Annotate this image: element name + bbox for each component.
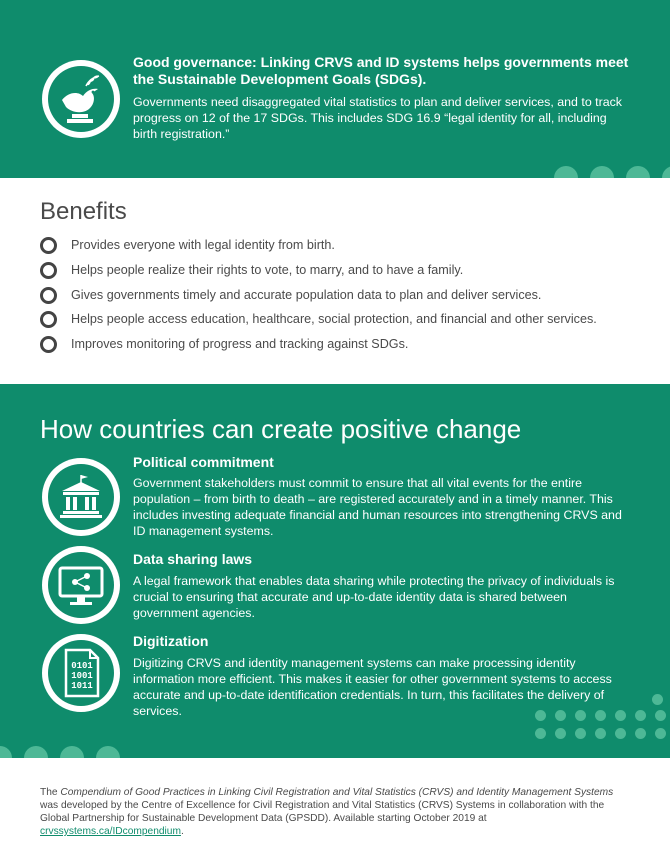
governance-banner: [0, 0, 670, 178]
compendium-title: Compendium of Good Practices in Linking Civil Registration and Vital Statistics (CRVS) and Identity Management Systems: [60, 787, 614, 798]
decorative-dot: [554, 166, 578, 178]
binary-line: 1001: [71, 671, 93, 681]
decorative-dot: [96, 746, 120, 758]
section-heading-data-sharing-laws: Data sharing laws: [133, 551, 253, 567]
binary-line: 0101: [71, 661, 93, 671]
government-building-icon: [42, 458, 120, 536]
benefit-item: [40, 335, 408, 353]
benefit-text: Improves monitoring of progress and tracking against SDGs.: [71, 337, 409, 351]
circle-bullet-icon: [40, 237, 57, 254]
decorative-dot: [615, 728, 626, 739]
decorative-dot: [575, 728, 586, 739]
compendium-link[interactable]: crvssystems.ca/IDcompendium: [40, 826, 181, 837]
peace-dove-icon: [42, 60, 120, 138]
decorative-dot: [0, 746, 12, 758]
decorative-dot: [662, 166, 670, 178]
decorative-dot: [635, 710, 646, 721]
decorative-dot: [635, 728, 646, 739]
section-text-data-sharing-laws: A legal framework that enables data sharing while protecting the privacy of individuals is crucial to ensuring that accurate and up-to-date identity data is shared between government agencies.: [133, 574, 615, 620]
benefit-item: [40, 236, 335, 254]
circle-bullet-icon: [40, 262, 57, 279]
benefit-text: Provides everyone with legal identity from birth.: [71, 238, 335, 252]
positive-change-heading: How countries can create positive change: [40, 414, 522, 444]
decorative-dot: [655, 728, 666, 739]
footer-middle: was developed by the Centre of Excellence for Civil Registration and Vital Statistics (CRVS) Systems in collaboration with the Global Partnership for Sustainable Development Data (GPSDD). Available starting October 2019 at: [40, 800, 605, 824]
section-heading-digitization: Digitization: [133, 633, 209, 649]
decorative-dot: [626, 166, 650, 178]
circle-bullet-icon: [40, 336, 57, 353]
data-sharing-monitor-icon: [42, 546, 120, 624]
decorative-dot: [655, 710, 666, 721]
section-heading-political-commitment: Political commitment: [133, 454, 274, 470]
decorative-dot: [535, 728, 546, 739]
decorative-dot: [60, 746, 84, 758]
footer-prefix: The: [40, 787, 61, 798]
benefit-item: [40, 286, 541, 304]
circle-bullet-icon: [40, 287, 57, 304]
benefit-item: [40, 310, 597, 328]
section-text-political-commitment: Government stakeholders must commit to ensure that all vital events for the entire population – from birth to death – are registered accurately and in a timely manner. This includes investing adequate financial and human resources into strengthening CRVS and ID management systems.: [133, 476, 622, 538]
decorative-dot: [590, 166, 614, 178]
footer-suffix: .: [180, 826, 184, 837]
benefit-item: [40, 261, 463, 279]
governance-title: Good governance: Linking CRVS and ID systems helps governments meet the Sustainable Development Goals (SDGs).: [133, 54, 629, 87]
digital-document-icon: [42, 634, 120, 712]
decorative-dot: [595, 728, 606, 739]
section-text-digitization: Digitizing CRVS and identity management systems can make processing identity information more efficient. This makes it easier for other government systems to access accurate and up-to-date identification credentials. In turn, this facilitates the delivery of services.: [133, 656, 612, 718]
circle-bullet-icon: [40, 311, 57, 328]
benefit-text: Helps people realize their rights to vote, to marry, and to have a family.: [71, 263, 464, 277]
benefit-text: Gives governments timely and accurate population data to plan and deliver services.: [71, 288, 542, 302]
decorative-dot: [652, 694, 663, 705]
footer-note: [40, 786, 630, 838]
benefits-heading: Benefits: [40, 198, 127, 225]
governance-text: Governments need disaggregated vital statistics to plan and deliver services, and to track progress on 12 of the 17 SDGs. This includes SDG 16.9 “legal identity for all, including birth registration.”: [133, 95, 623, 141]
decorative-dot: [24, 746, 48, 758]
binary-line: 1011: [71, 681, 93, 691]
benefit-text: Helps people access education, healthcare, social protection, and financial and other services.: [71, 312, 597, 326]
decorative-dot: [555, 728, 566, 739]
